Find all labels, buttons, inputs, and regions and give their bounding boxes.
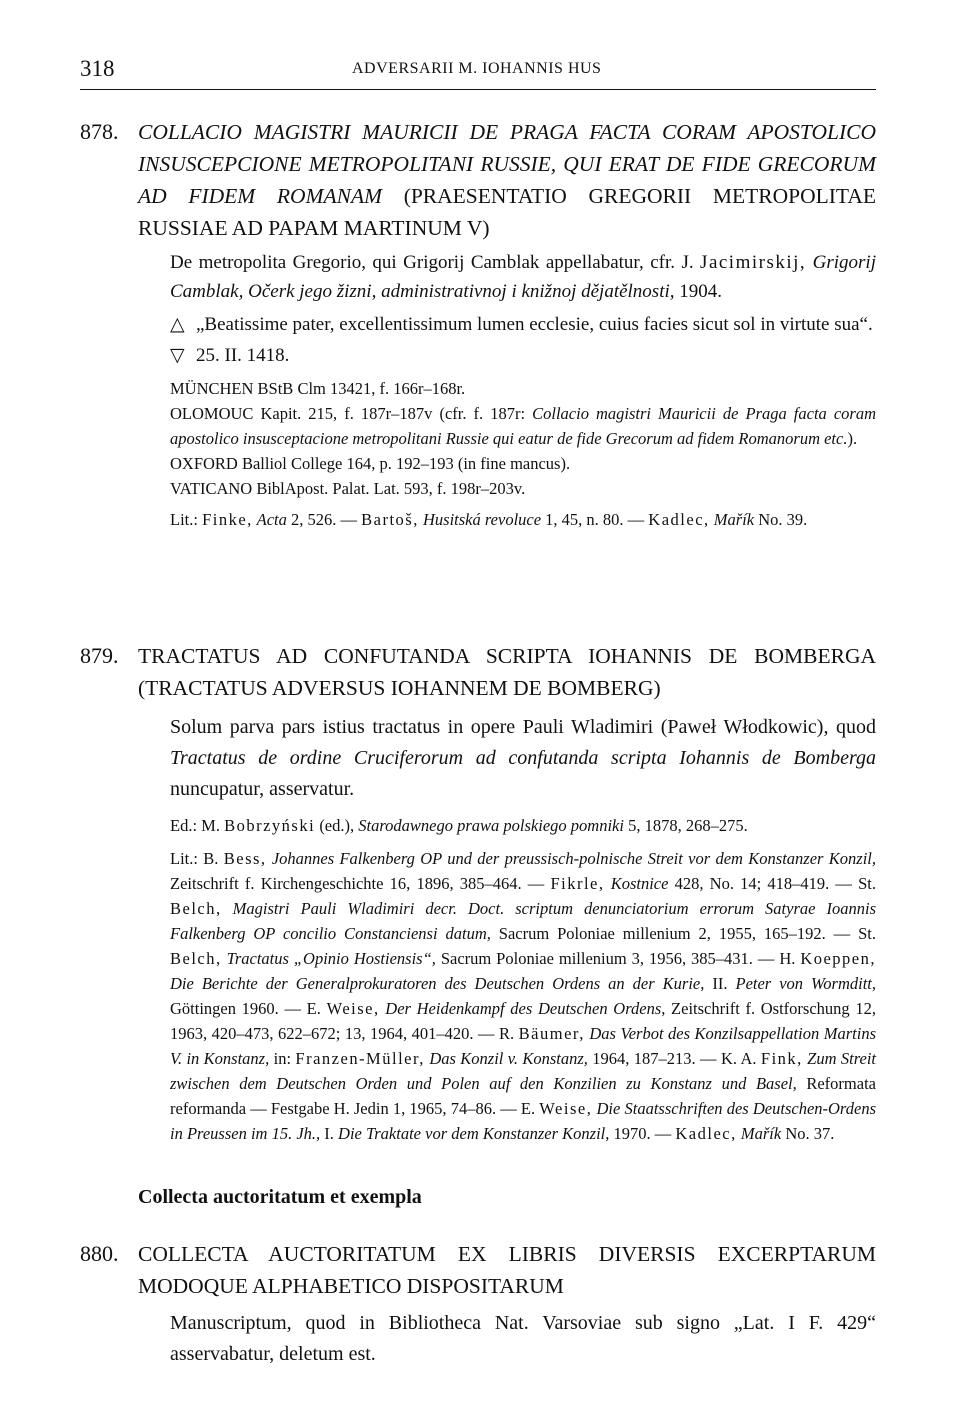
lit-author: Weise, [539, 1099, 593, 1118]
lit-author: Franzen-Müller, [295, 1049, 425, 1068]
lit-work: Mařík [709, 510, 755, 529]
incipit [170, 310, 876, 339]
lit-author: Bess, [223, 849, 267, 868]
lit-work: Husitská revoluce [418, 510, 542, 529]
lit-text: Sacrum Poloniae millenium 2, 1955, 165–192. — [490, 924, 859, 943]
running-title: ADVERSARII M. IOHANNIS HUS [352, 60, 602, 77]
lit-work: Magistri Pauli Wladimiri decr. Doct. scriptum denunciatorium errorum Satyrae Ioannis Falkenberg OP concilio Constanciensi datum, [170, 899, 876, 943]
date-text: 25. II. 1418. [196, 345, 290, 366]
lit-work: Das Konzil v. Konstanz, [424, 1049, 588, 1068]
lit-initial: H. [779, 949, 801, 968]
lit-text: Sacrum Poloniae millenium 3, 1956, 385–431. — [435, 949, 780, 968]
intro-year: 1904. [674, 281, 723, 302]
entry-title: COLLECTA AUCTORITATUM EX LIBRIS DIVERSIS EXCERPTARUM MODOQUE ALPHABETICO DISPOSITARUM [138, 1242, 876, 1298]
entry-878 [80, 116, 876, 532]
lit-work: Acta [252, 510, 287, 529]
lit-work: Die Traktate vor dem Konstanzer Konzil, [338, 1124, 610, 1143]
lit-text: Zeitschrift f. Kirchengeschichte 16, 1896, 385–464. — [170, 874, 551, 893]
manuscript-line: MÜNCHEN BStB Clm 13421, f. 166r–168r. [170, 379, 466, 398]
lit-text: Zeitschrift f. Ostforschung 12, 1963, 420–473, 622–672; 13, 1964, 401–420. — [170, 999, 876, 1043]
ed-text: (ed.), [315, 816, 359, 835]
lit-text: 428, No. 14; 418–419. — [668, 874, 859, 893]
entry-880 [80, 1238, 876, 1370]
lit-initial: E. [306, 999, 327, 1018]
lit-author: Kadlec, [648, 510, 710, 529]
manuscript-line: VATICANO BiblApost. Palat. Lat. 593, f. 198r–203v. [170, 479, 526, 498]
intro-author: Jacimirskij, [700, 252, 807, 273]
description: Manuscriptum, quod in Bibliotheca Nat. Varsoviae sub signo „Lat. I F. 429“ asservabatur, deletum est. [170, 1312, 876, 1365]
lit-label: Lit.: [170, 510, 203, 529]
date-line [170, 341, 876, 370]
lit-work: Die Berichte der Generalprokuratoren des Deutschen Ordens an der Kurie, [170, 974, 705, 993]
lit-author: Fink, [760, 1049, 803, 1068]
manuscript-text: ). [847, 429, 858, 448]
lit-ref [295, 1049, 721, 1068]
triangle-down-icon: ▽ [170, 345, 185, 366]
literature [170, 507, 876, 532]
lit-initial: R. [499, 1024, 519, 1043]
lit-text: I. [320, 1124, 339, 1143]
desc-work: Tractatus de ordine Cruciferorum ad confutanda scripta Iohannis de Bomberga [170, 747, 876, 769]
lit-work: Tractatus „Opinio Hostiensis“, [221, 949, 436, 968]
lit-author: Bartoš, [361, 510, 419, 529]
section-heading: Collecta auctoritatum et exempla [138, 1186, 422, 1208]
lit-text: No. 37. [781, 1124, 835, 1143]
manuscript-line: OXFORD Balliol College 164, p. 192–193 (in fine mancus). [170, 454, 571, 473]
lit-text: Göttingen 1960. — [170, 999, 307, 1018]
intro-work: Grigorij Camblak, Očerk jego žizni, administrativnoj i knižnoj dějatělnosti, [170, 252, 876, 302]
lit-work: Peter von Wormditt, [735, 974, 877, 993]
ed-work: Starodawnego prawa polskiego pomniki [358, 816, 624, 835]
lit-text: II. [704, 974, 736, 993]
manuscript-text: OLOMOUC Kapit. 215, f. 187r–187v (cfr. f. 187r: [170, 404, 533, 423]
lit-initial: St. [858, 924, 876, 943]
lit-label: Lit.: [170, 849, 204, 868]
lit-author: Bäumer, [518, 1024, 585, 1043]
manuscript-line [170, 401, 876, 451]
lit-author: Koeppen, [800, 949, 877, 968]
header-rule [80, 89, 876, 90]
ed-label: Ed.: M. [170, 816, 225, 835]
lit-initial: B. [203, 849, 224, 868]
intro-paragraph [170, 248, 876, 306]
lit-text: Reformata reformanda — Festgabe H. Jedin 1, 1965, 74–86. — [170, 1074, 876, 1118]
lit-work: Kostnice [604, 874, 669, 893]
manuscripts [170, 376, 876, 501]
lit-author: Kadlec, [675, 1124, 737, 1143]
lit-author: Weise, [326, 999, 380, 1018]
lit-work: Die Staatsschriften des Deutschen-Ordens in Preussen im 15. Jh., [170, 1099, 876, 1143]
intro-text: De metropolita Gregorio, qui Grigorij Camblak appellabatur, cfr. J. [170, 252, 701, 273]
lit-text: 1964, 187–213. — [587, 1049, 721, 1068]
lit-ref [675, 1124, 834, 1143]
incipit-text: „Beatissime pater, excellentissimum lumen ecclesie, cuius facies sicut sol in virtute sua“. [196, 314, 873, 335]
lit-ref [338, 1124, 675, 1143]
lit-text: 1970. — [609, 1124, 676, 1143]
lit-author: Belch, [170, 899, 222, 918]
lit-work: Mařík [736, 1124, 782, 1143]
entry-title: TRACTATUS AD CONFUTANDA SCRIPTA IOHANNIS DE BOMBERGA (TRACTATUS ADVERSUS IOHANNEM DE BOMBERG) [138, 644, 876, 700]
entry-number: 878. [80, 119, 119, 144]
lit-text: No. 39. [754, 510, 808, 529]
ed-text: 5, 1878, 268–275. [623, 816, 748, 835]
title-roman: (PRAESENTATIO GREGORII METROPOLITAE RUSSIAE AD PAPAM MARTINUM V) [138, 184, 876, 240]
manuscript-incipit: Collacio magistri Mauricii de Praga facta coram apostolico insusceptacione metropolitani Russie qui eatur de fide Grecorum ad fidem Romanorum etc. [170, 404, 876, 448]
lit-ref [550, 874, 858, 893]
ed-author: Bobrzyński [224, 816, 316, 835]
lit-work: Der Heidenkampf des Deutschen Ordens, [379, 999, 666, 1018]
section-heading-block [138, 1186, 838, 1209]
entry-number: 879. [80, 643, 119, 668]
lit-work: Zum Streit zwischen dem Deutschen Orden und Polen auf den Konzilien zu Konstanz und Basel, [170, 1049, 877, 1093]
page-number: 318 [80, 56, 115, 81]
triangle-up-icon: △ [170, 314, 185, 335]
lit-text: 1, 45, n. 80. — [541, 510, 649, 529]
lit-author: Finke, [202, 510, 253, 529]
lit-author: Fikrle, [550, 874, 605, 893]
entry-879 [80, 640, 876, 1146]
description [170, 712, 876, 805]
edition [170, 813, 876, 838]
title-italic: COLLACIO MAGISTRI MAURICII DE PRAGA FACTA CORAM APOSTOLICO INSUSCEPCIONE METROPOLITANI RUSSIE, QUI ERAT DE FIDE GRECORUM AD FIDEM ROMANAM [138, 120, 876, 208]
lit-author: Belch, [170, 949, 222, 968]
literature [170, 846, 876, 1146]
lit-text: 2, 526. — [286, 510, 362, 529]
lit-initial: St. [858, 874, 876, 893]
lit-work: Das Verbot des Konzilsappellation Martins V. in Konstanz, [170, 1024, 876, 1068]
desc-text: Solum parva pars istius tractatus in opere Pauli Wladimiri (Paweł Włodkowic), quod [170, 716, 876, 738]
lit-initial: E. [520, 1099, 540, 1118]
entry-title [138, 116, 876, 244]
lit-initial: K. A. [720, 1049, 761, 1068]
entry-number: 880. [80, 1241, 119, 1266]
lit-work: Johannes Falkenberg OP und der preussisch-polnische Streit vor dem Konstanzer Konzil, [266, 849, 876, 868]
desc-text: nuncupatur, asservatur. [170, 778, 355, 800]
lit-text: in: [269, 1049, 296, 1068]
